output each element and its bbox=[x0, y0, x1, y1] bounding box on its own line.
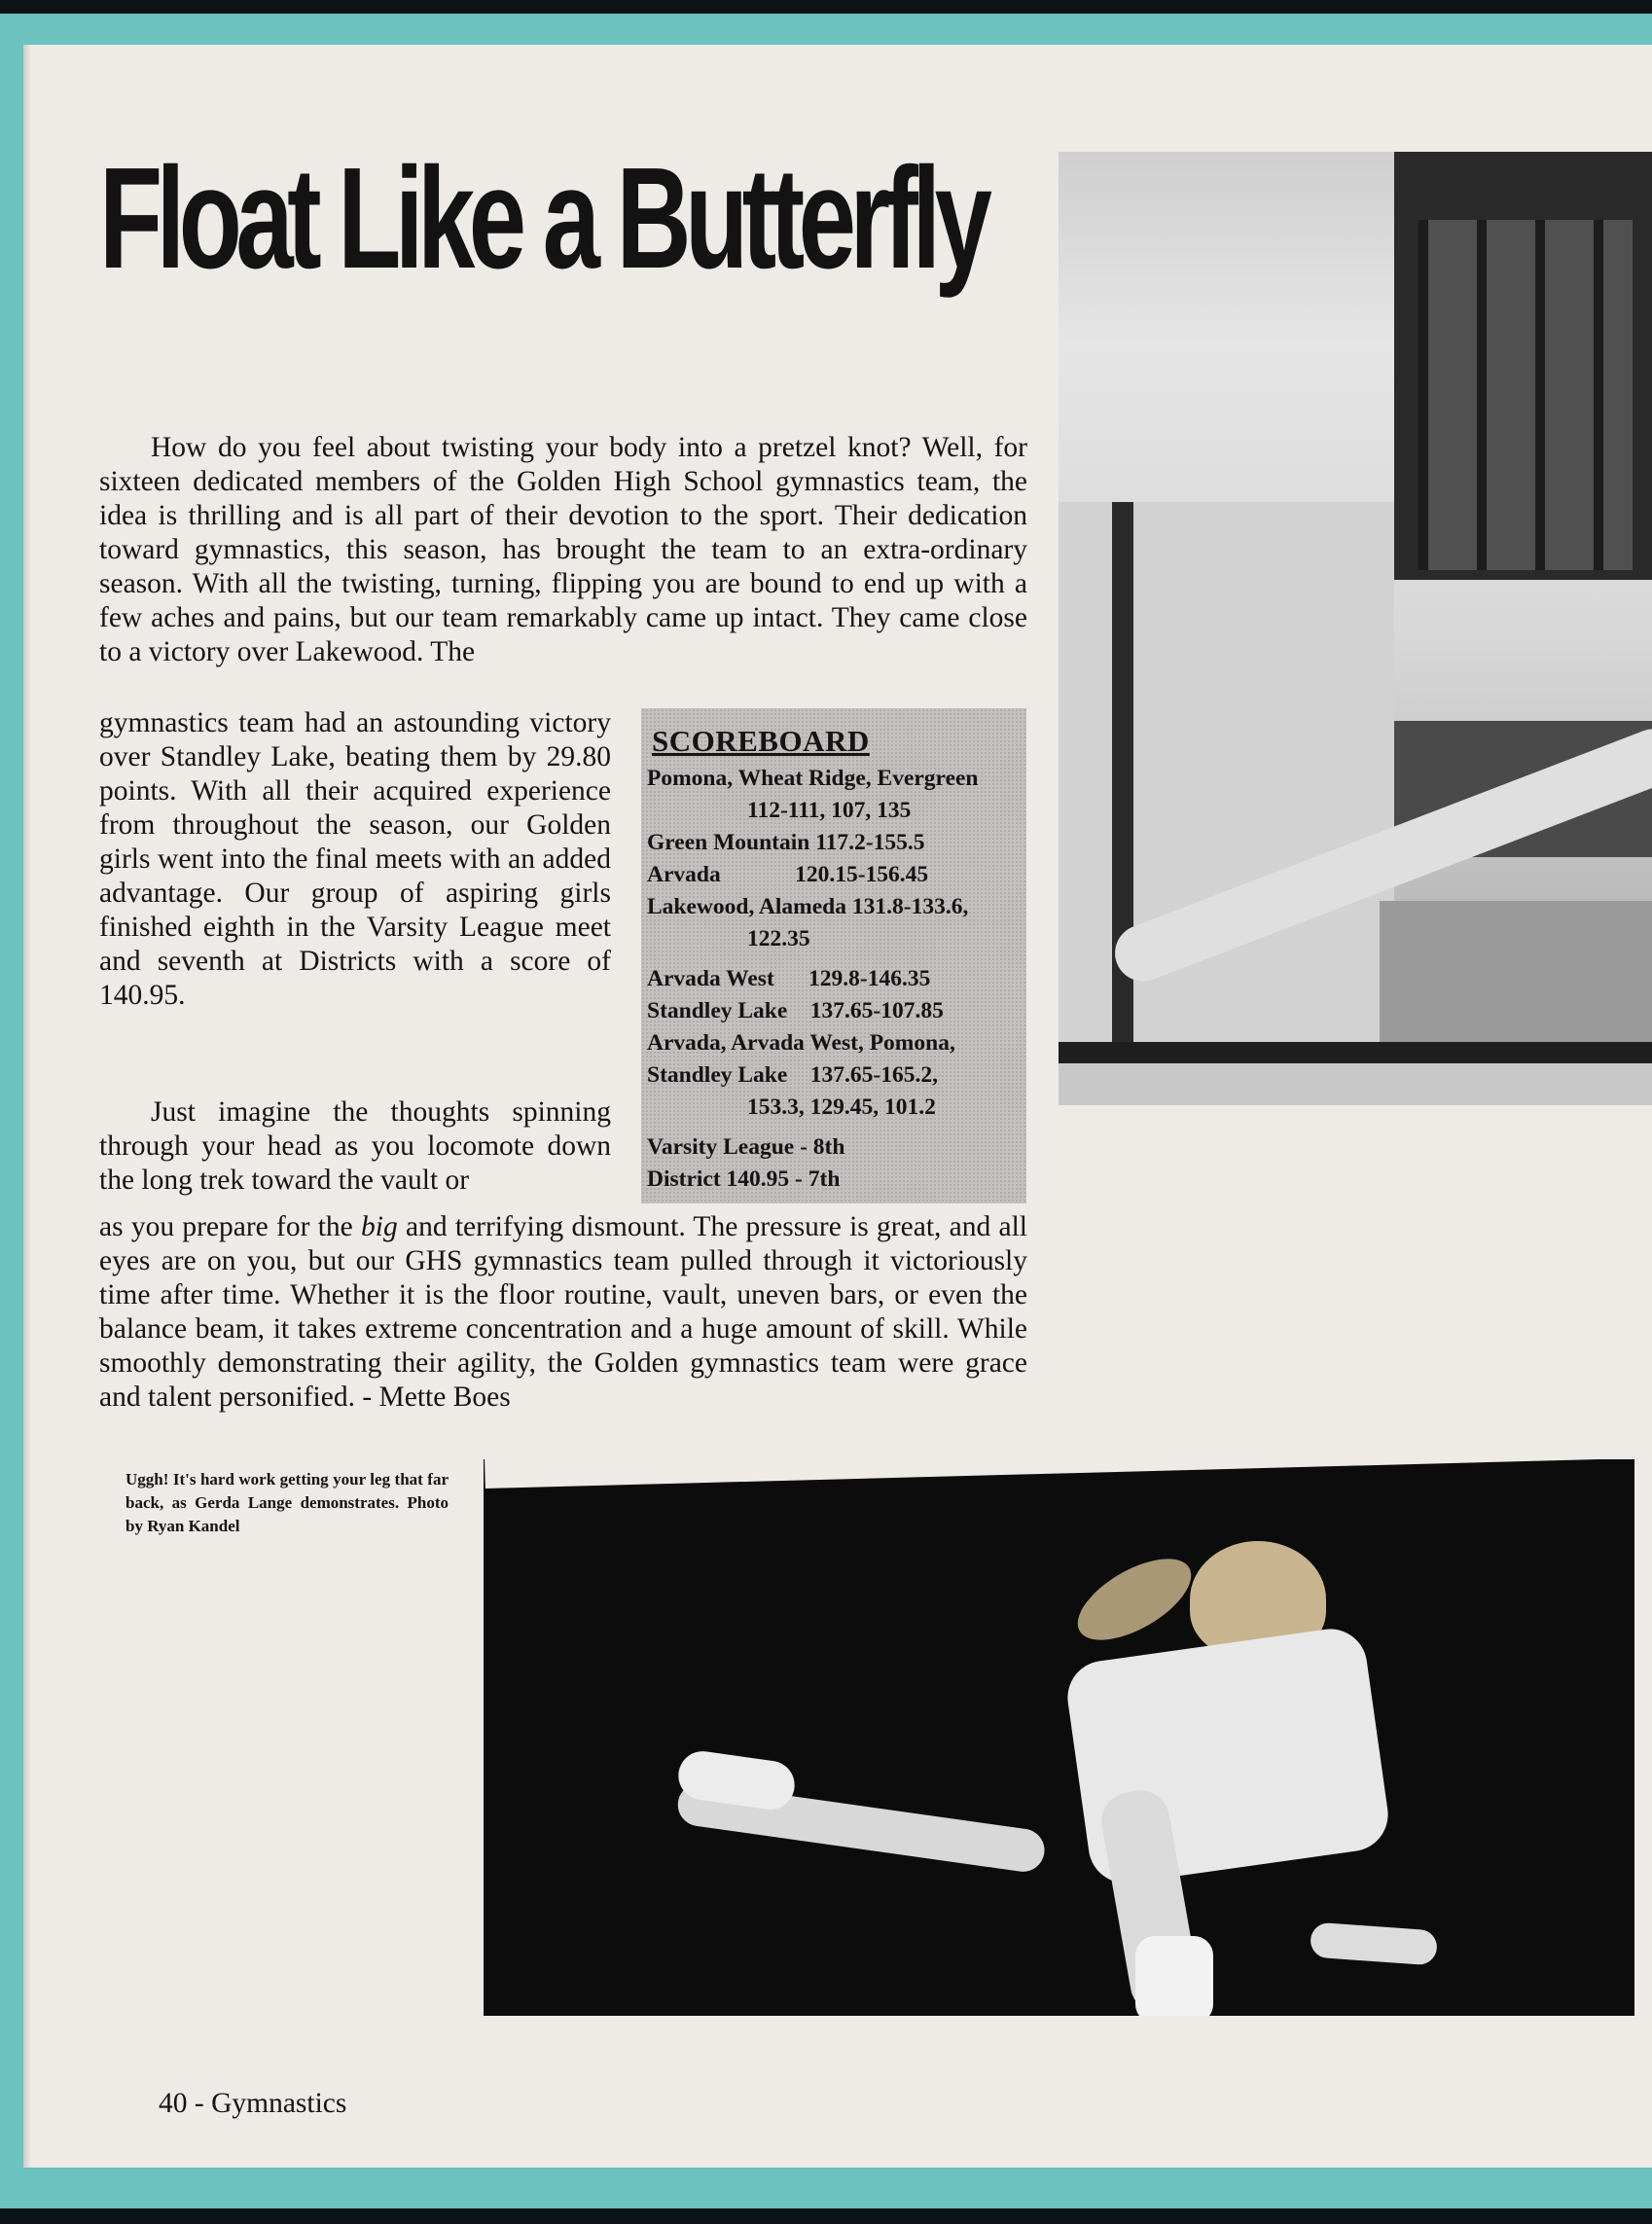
scoreboard-line: 112-111, 107, 135 bbox=[747, 798, 912, 823]
article-closing-paragraph bbox=[99, 1210, 1027, 1415]
photo-floor bbox=[1059, 1063, 1652, 1105]
page-number-label: 40 - Gymnastics bbox=[159, 2088, 347, 2119]
photo-gymnast-hand bbox=[1310, 1922, 1438, 1966]
scoreboard-line: 122.35 bbox=[747, 926, 810, 951]
photo-beam bbox=[1059, 1042, 1652, 1063]
photo-door-frame bbox=[1112, 502, 1133, 1105]
gymnast-floor-photo bbox=[484, 1459, 1634, 2016]
closing-text-emphasis: big bbox=[361, 1211, 398, 1242]
scoreboard-line: Standley Lake 137.65-165.2, bbox=[647, 1062, 938, 1088]
page-edge-shadow bbox=[23, 45, 31, 2168]
photo-window-bars bbox=[1419, 220, 1633, 570]
scoreboard-line: Pomona, Wheat Ridge, Evergreen bbox=[647, 766, 979, 791]
scoreboard-box bbox=[641, 708, 1026, 1203]
closing-text-end: and terrifying dismount. The pressure is great, and all eyes are on you, but our GHS gymnastics team pulled through it victoriously time after time. Whether it is the floor routine, vault, uneven bars, or even the balance beam, it takes extreme concentration and a huge amount of skill. While smoothly demonstrating their agility, the Golden gymnastics team were grace and talent personified. - Mette Boes bbox=[99, 1211, 1027, 1413]
gymnast-arm-photo bbox=[1059, 152, 1652, 1105]
closing-text-start: as you prepare for the bbox=[99, 1211, 362, 1242]
scoreboard-title: SCOREBOARD bbox=[652, 724, 870, 758]
article-title: Float Like a Butterfly bbox=[99, 138, 987, 299]
scoreboard-line: Green Mountain 117.2-155.5 bbox=[647, 830, 925, 855]
scoreboard-line: Arvada 120.15-156.45 bbox=[647, 862, 929, 887]
scoreboard-line: Standley Lake 137.65-107.85 bbox=[647, 998, 944, 1023]
cover-bottom-edge bbox=[0, 2168, 1652, 2208]
article-column-paragraph: gymnastics team had an astounding victory over Standley Lake, beating them by 29.80 points. With all their acquired experience from throughout the season, our Golden girls went into the final meets with an added advantage. Our group of aspiring girls finished eighth in the Varsity League meet and seventh at Districts with a score of 140.95. bbox=[99, 707, 611, 1011]
article-column-paragraph-2: Just imagine the thoughts spinning through your head as you locomote down the long trek toward the vault or bbox=[99, 1096, 611, 1196]
scoreboard-line: 153.3, 129.45, 101.2 bbox=[747, 1094, 936, 1120]
scoreboard-line: Arvada West 129.8-146.35 bbox=[647, 966, 931, 991]
photo-gymnast-sock bbox=[1135, 1936, 1213, 2016]
photo-gymnast-ponytail bbox=[1065, 1543, 1204, 1657]
scoreboard-line: Varsity League - 8th bbox=[647, 1134, 845, 1160]
article-intro-paragraph: How do you feel about twisting your body into a pretzel knot? Well, for sixteen dedicated members of the Golden High School gymnastics team, the idea is thrilling and is all part of their devotion to the sport. Their dedication toward gymnastics, this season, has brought the team to an extra-ordinary season. With all the twisting, turning, flipping you are bound to end up with a few aches and pains, but our team remarkably came up intact. They came close to a victory over Lakewood. The bbox=[99, 432, 1027, 667]
photo-edge bbox=[484, 1459, 1634, 1489]
photo-caption: Uggh! It's hard work getting your leg that far back, as Gerda Lange demonstrates. Photo by Ryan Kandel bbox=[126, 1470, 449, 1535]
scoreboard-line: Arvada, Arvada West, Pomona, bbox=[647, 1030, 955, 1056]
scoreboard-line: Lakewood, Alameda 131.8-133.6, bbox=[647, 894, 969, 919]
photo-door bbox=[1059, 502, 1394, 1105]
scoreboard-line: District 140.95 - 7th bbox=[647, 1166, 841, 1192]
